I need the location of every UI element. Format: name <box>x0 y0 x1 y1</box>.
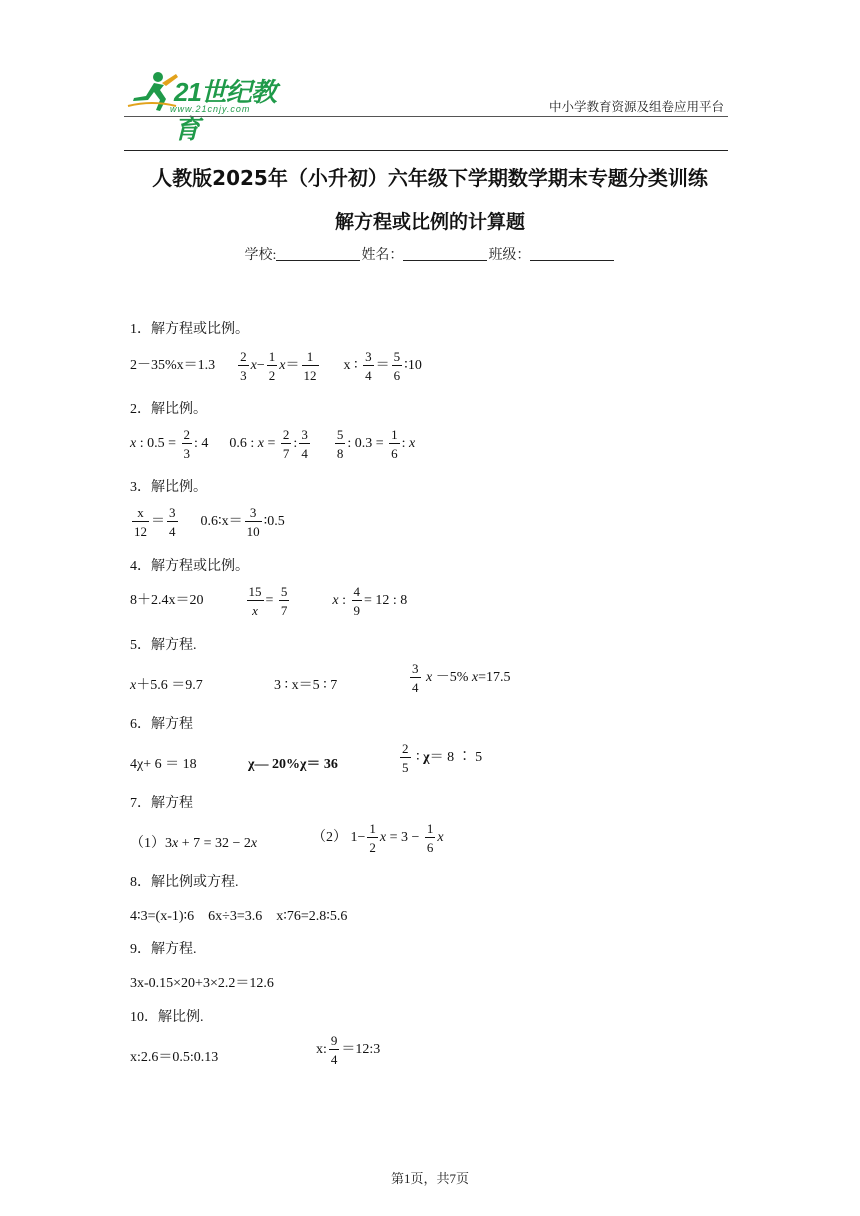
logo-text: 21世纪教育 <box>174 77 276 144</box>
question-8-label: 8．解比例或方程. <box>130 875 239 890</box>
equation: 2－35%x＝1.3 <box>130 358 216 374</box>
name-blank[interactable] <box>403 246 487 261</box>
class-label: 班级： <box>488 248 531 263</box>
school-blank[interactable] <box>276 246 360 261</box>
page-footer: 第1页，共7页 <box>390 1171 469 1186</box>
question-3-equations <box>130 506 285 538</box>
equation: 0.6 : x = $\frac{2}{7}$ : $\frac{3}{4}$ <box>229 427 308 461</box>
school-label: 学校: <box>244 248 277 263</box>
equation: x:2.6＝0.5:0.13 <box>130 1050 219 1065</box>
platform-name: 中小学教育资源及组卷应用平台 <box>548 100 724 114</box>
equation: $\frac{2}{5}$ ∶ χ＝ 8 ∶ 5 <box>402 741 483 775</box>
question-1-label: 1．解方程或比例。 <box>130 322 249 337</box>
question-10-label: 10．解比例. <box>130 1010 204 1025</box>
equation: χ— 20%χ＝ 36 <box>248 757 338 772</box>
equation: $\frac{5}{8}$ : 0.3 = $\frac{1}{6}$ : x <box>336 427 416 461</box>
equation: x : $\frac{4}{9}$ = 12 : 8 <box>332 584 408 618</box>
name-label: 姓名： <box>361 248 404 263</box>
question-9-label: 9．解方程. <box>130 942 197 957</box>
document-subtitle: 解方程或比例的计算题 <box>334 211 525 233</box>
logo-url: www.21cnjy.com <box>170 104 251 114</box>
question-9-equations: 3x-0.15×20+3×2.2＝12.6 <box>130 976 274 991</box>
equation: 8＋2.4x＝20 <box>130 593 204 609</box>
equation: 3 ∶ x＝5 ∶ 7 <box>274 678 338 693</box>
question-8-equations: 4∶3=(x-1)∶6 6x÷3=3.6 x∶76=2.8∶5.6 <box>130 909 348 924</box>
equation: （1）3x + 7 = 32 − 2x <box>130 836 258 851</box>
equation: $\frac{2}{3}$ x− $\frac{1}{2}$ x＝ $\frac{1}{12}$ <box>240 349 317 383</box>
question-4-label: 4．解方程或比例。 <box>130 559 249 574</box>
student-info-line <box>0 244 860 264</box>
equation: （2） 1− $\frac{1}{2}$ x = 3 − $\frac{1}{6}$ x <box>312 821 444 855</box>
header-divider <box>124 116 728 117</box>
title-divider <box>124 150 728 151</box>
question-1-equations <box>130 350 422 382</box>
question-6-label: 6．解方程 <box>130 717 193 732</box>
equation: $\frac{3}{4}$ x －5% x=17.5 <box>412 661 511 695</box>
question-4-equations <box>130 585 407 617</box>
document-title: 人教版2025年（小升初）六年级下学期数学期末专题分类训练 <box>152 166 708 190</box>
question-5-label: 5．解方程. <box>130 638 197 653</box>
equation: $\frac{15}{x}$ = $\frac{5}{7}$ <box>248 584 288 618</box>
equation: 4χ+ 6 ＝ 18 <box>130 757 197 772</box>
logo <box>124 70 294 144</box>
question-2-equations <box>130 428 415 460</box>
equation: x : 0.5 = $\frac{2}{3}$ : 4 <box>130 427 209 461</box>
question-2-label: 2．解比例。 <box>130 402 207 417</box>
question-7-label: 7．解方程 <box>130 796 193 811</box>
equation: 0.6∶x＝ $\frac{3}{10}$ ∶0.5 <box>200 505 285 539</box>
class-blank[interactable] <box>530 246 614 261</box>
equation: $\frac{x}{12}$ ＝ $\frac{3}{4}$ <box>134 505 176 539</box>
equation: x＋5.6 ＝9.7 <box>130 678 203 693</box>
question-3-label: 3．解比例。 <box>130 480 207 495</box>
equation: x ∶ $\frac{3}{4}$ ＝ $\frac{5}{6}$ ∶10 <box>343 349 422 383</box>
equation: x: $\frac{9}{4}$ ＝12:3 <box>316 1033 381 1067</box>
